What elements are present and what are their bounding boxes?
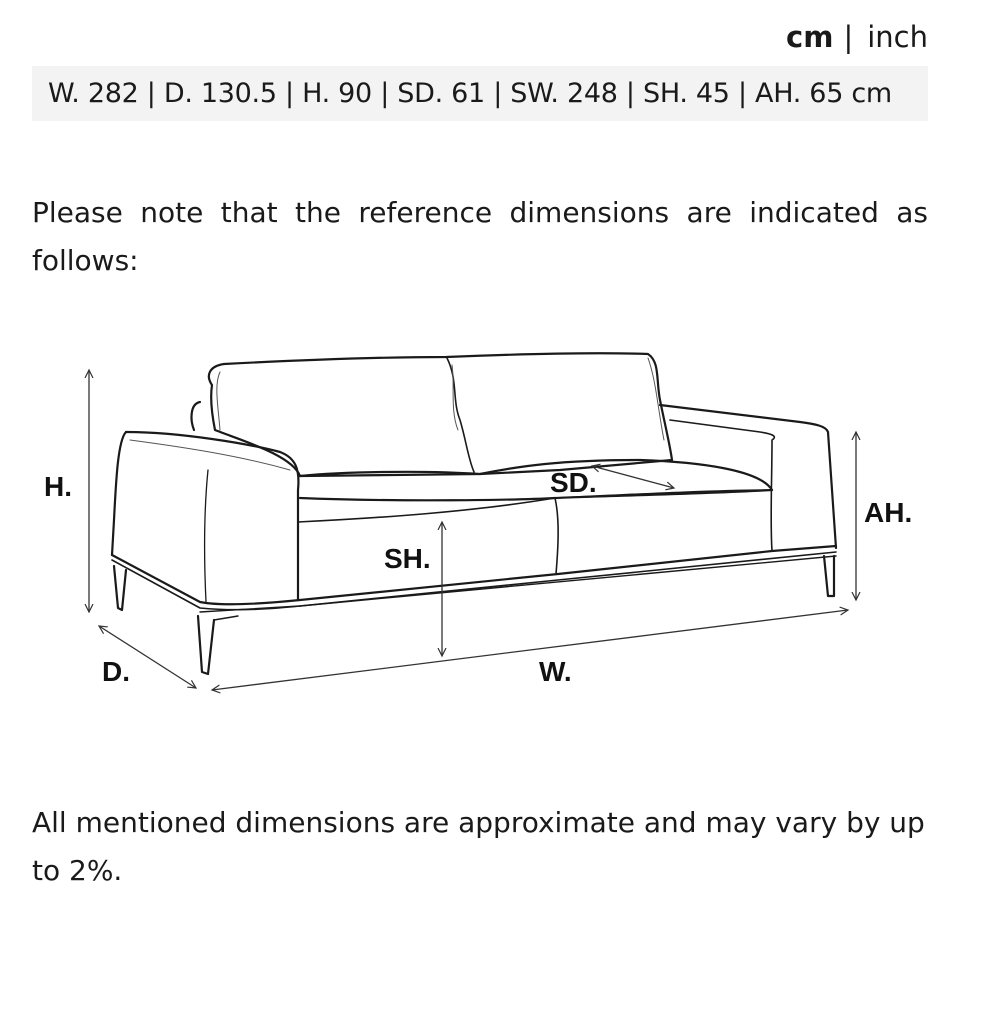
unit-separator: | (843, 20, 854, 54)
label-arm-height: AH. (864, 497, 913, 528)
label-seat-height: SH. (384, 543, 431, 574)
dimension-lines (89, 370, 856, 690)
reference-note: Please note that the reference dimensions are indicated as follows: (32, 196, 928, 277)
dimensions-summary: W. 282 | D. 130.5 | H. 90 | SD. 61 | SW. 248 | SH. 45 | AH. 65 cm (32, 66, 928, 121)
width-line (212, 610, 848, 690)
sofa-illustration (0, 330, 986, 710)
unit-cm-option[interactable]: cm (786, 20, 834, 54)
label-width: W. (539, 656, 572, 687)
unit-inch-option[interactable]: inch (867, 20, 928, 54)
sofa-outline (112, 353, 836, 674)
label-height: H. (44, 471, 72, 502)
sofa-dimension-diagram (0, 330, 986, 710)
label-seat-depth: SD. (550, 467, 597, 498)
seat-depth-line (592, 466, 674, 488)
label-depth: D. (102, 656, 130, 687)
unit-toggle (786, 18, 928, 56)
approximate-note: All mentioned dimensions are approximate and may vary by up to 2%. (32, 806, 925, 887)
